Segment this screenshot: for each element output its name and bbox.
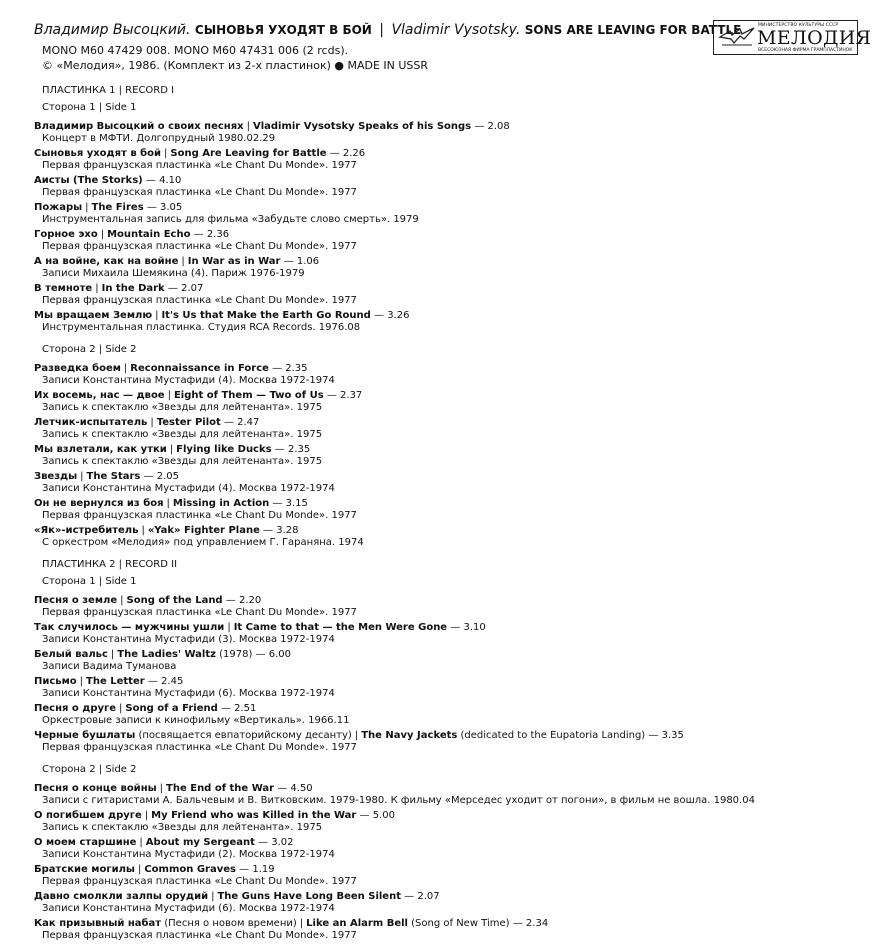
logo-top-line: МИНИСТЕРСТВО КУЛЬТУРЫ СССР bbox=[758, 23, 839, 28]
track-title-en: Mountain Echo bbox=[107, 229, 191, 240]
track-duration: 2.37 bbox=[340, 390, 363, 401]
title-separator: | bbox=[167, 390, 171, 401]
track-note: Концерт в МФТИ. Долгопрудный 1980.02.29 bbox=[42, 132, 276, 144]
title-separator: | bbox=[144, 810, 149, 821]
track-title-line bbox=[34, 444, 881, 456]
dash: — bbox=[471, 121, 488, 132]
track-item bbox=[0, 525, 881, 548]
track-title-en: Tester Pilot bbox=[156, 417, 221, 428]
dash: — bbox=[143, 202, 161, 213]
track-title-ru-extra: (Песня о новом времени) bbox=[161, 918, 297, 929]
track-item bbox=[0, 864, 881, 887]
track-title-line bbox=[34, 622, 881, 634]
track-title-ru: «Як»-истребитель bbox=[34, 525, 139, 536]
track-duration: 3.15 bbox=[285, 498, 308, 509]
track-duration: 2.26 bbox=[342, 148, 366, 159]
title-separator: | bbox=[169, 444, 174, 455]
track-item bbox=[0, 622, 881, 645]
track-title-en: The Navy Jackets bbox=[361, 730, 458, 741]
title-separator: | bbox=[159, 783, 164, 794]
track-note: Оркестровые записи к кинофильму «Вертикаль». 1966.11 bbox=[42, 714, 350, 726]
title-separator: | bbox=[227, 622, 231, 633]
track-title-line bbox=[34, 730, 881, 742]
title-separator: | bbox=[95, 283, 99, 294]
dash: — bbox=[356, 810, 373, 821]
track-note: Записи Константина Мустафиди (6). Москва 1972-1974 bbox=[42, 687, 335, 699]
title-en: SONS ARE LEAVING FOR BATTLE bbox=[524, 23, 742, 37]
dash: — bbox=[190, 229, 207, 240]
track-item bbox=[0, 891, 881, 914]
track-title-en: The Stars bbox=[86, 471, 141, 482]
track-note: Записи Константина Мустафиди (4). Москва 1972-1974 bbox=[42, 374, 335, 386]
track-title-line bbox=[34, 256, 881, 268]
track-item bbox=[0, 649, 881, 672]
track-title-ru: Белый вальс bbox=[34, 649, 108, 660]
track-note: Первая французская пластинка «Le Chant Du Monde». 1977 bbox=[42, 875, 357, 887]
track-title-ru: Летчик-испытатель bbox=[34, 417, 148, 428]
track-note: Первая французская пластинка «Le Chant Du Monde». 1977 bbox=[42, 741, 357, 753]
dash: — bbox=[280, 256, 297, 267]
tracklist bbox=[0, 84, 881, 951]
track-title-ru: Мы взлетали, как утки bbox=[34, 444, 167, 455]
track-note: С оркестром «Мелодия» под управлением Г. Гараняна. 1974 bbox=[42, 536, 364, 548]
track-note: Запись к спектаклю «Звезды для лейтенанта». 1975 bbox=[42, 455, 323, 467]
track-title-ru: Как призывный набат bbox=[34, 918, 162, 929]
track-note: Первая французская пластинка «Le Chant Du Monde». 1977 bbox=[42, 294, 357, 306]
track-item bbox=[0, 175, 881, 198]
track-title-en: About my Sergeant bbox=[145, 837, 255, 848]
track-duration: 2.47 bbox=[237, 417, 260, 428]
track-item bbox=[0, 310, 881, 333]
title-separator: | bbox=[354, 730, 359, 741]
track-title-ru: Песня о друге bbox=[34, 703, 117, 714]
melodiya-logo bbox=[713, 20, 872, 55]
dash: — bbox=[509, 918, 526, 929]
dash: — bbox=[269, 498, 286, 509]
track-title-ru: Их восемь, нас — двое bbox=[34, 390, 165, 401]
track-duration: 2.20 bbox=[238, 595, 262, 606]
track-note: Записи Константина Мустафиди (4). Москва 1972-1974 bbox=[42, 482, 335, 494]
track-note: Инструментальная пластинка. Студия RCA Records. 1976.08 bbox=[42, 321, 361, 333]
track-title-line bbox=[34, 525, 881, 537]
track-title-line bbox=[34, 363, 881, 375]
track-title-line bbox=[34, 498, 881, 510]
track-note: Записи Вадима Туманова bbox=[42, 660, 177, 672]
track-title-line bbox=[34, 283, 881, 295]
title-separator: | bbox=[155, 310, 159, 321]
track-title-line bbox=[34, 783, 881, 795]
track-title-en: Eight of Them — Two of Us bbox=[173, 390, 324, 401]
track-item bbox=[0, 676, 881, 699]
track-title-line bbox=[34, 703, 881, 715]
track-title-ru: Сыновья уходят в бой bbox=[34, 148, 161, 159]
side-heading: Сторона 2 | Side 2 bbox=[42, 764, 137, 775]
title-separator: | bbox=[137, 864, 142, 875]
track-title-en: Song of a Friend bbox=[125, 703, 218, 714]
track-title-en: Missing in Action bbox=[172, 498, 270, 509]
dash: — bbox=[271, 444, 288, 455]
track-duration: 1.06 bbox=[296, 256, 320, 267]
logo-name: МЕЛОДИЯ bbox=[757, 27, 872, 49]
track-title-line bbox=[34, 891, 881, 903]
dash: — bbox=[164, 283, 182, 294]
dash: — bbox=[254, 837, 272, 848]
track-item bbox=[0, 595, 881, 618]
track-duration: 3.35 bbox=[661, 730, 684, 741]
track-title-en: In the Dark bbox=[101, 283, 165, 294]
track-duration: 2.08 bbox=[487, 121, 510, 132]
track-note: Записи Константина Мустафиди (2). Москва 1972-1974 bbox=[42, 848, 335, 860]
title-separator: | bbox=[85, 202, 89, 213]
track-title-line bbox=[34, 417, 881, 429]
track-title-ru: В темноте bbox=[34, 283, 93, 294]
track-note: Первая французская пластинка «Le Chant Du Monde». 1977 bbox=[42, 240, 357, 252]
dash: — bbox=[217, 703, 235, 714]
track-title-ru: Песня о земле bbox=[34, 595, 118, 606]
title-separator: | bbox=[139, 837, 143, 848]
track-title-en: Like an Alarm Bell bbox=[306, 918, 408, 929]
track-title-line bbox=[34, 471, 881, 483]
dash: — bbox=[222, 595, 239, 606]
artist-en: Vladimir Vysotsky. bbox=[391, 22, 521, 38]
track-title-ru: Пожары bbox=[34, 202, 83, 213]
track-title-line bbox=[34, 864, 881, 876]
track-title-en: Common Graves bbox=[144, 864, 236, 875]
track-title-en-extra: (Song of New Time) bbox=[407, 918, 510, 929]
track-title-en: Song of the Land bbox=[126, 595, 223, 606]
side-heading: Сторона 1 | Side 1 bbox=[42, 102, 137, 113]
track-title-ru: Он не вернулся из боя bbox=[34, 498, 164, 509]
title-separator: | bbox=[120, 595, 124, 606]
dash: — bbox=[447, 622, 464, 633]
track-item bbox=[0, 471, 881, 494]
track-duration: 2.05 bbox=[156, 471, 179, 482]
track-note: Запись к спектаклю «Звезды для лейтенанта». 1975 bbox=[42, 821, 323, 833]
track-title-en: It Came to that — the Men Were Gone bbox=[233, 622, 448, 633]
catalog-info bbox=[42, 43, 428, 73]
track-title-en-extra: (dedicated to the Eupatoria Landing) bbox=[457, 730, 646, 741]
track-title-line bbox=[34, 390, 881, 402]
track-title-ru: Мы вращаем Землю bbox=[34, 310, 153, 321]
track-duration: 4.50 bbox=[290, 783, 313, 794]
track-title-en: The Ladies' Waltz bbox=[117, 649, 216, 660]
track-duration: 3.02 bbox=[271, 837, 294, 848]
track-item bbox=[0, 783, 881, 806]
page-title bbox=[34, 20, 742, 40]
title-separator: | bbox=[100, 229, 105, 240]
track-duration: 2.35 bbox=[285, 363, 308, 374]
dash: — bbox=[259, 525, 277, 536]
track-title-ru: Песня о конце войны bbox=[34, 783, 157, 794]
track-duration: 5.00 bbox=[372, 810, 395, 821]
track-item bbox=[0, 918, 881, 941]
track-title-ru: Братские могилы bbox=[34, 864, 135, 875]
track-duration: 3.28 bbox=[276, 525, 299, 536]
track-item bbox=[0, 202, 881, 225]
track-duration: 2.45 bbox=[161, 676, 184, 687]
track-title-ru: Владимир Высоцкий о своих песнях bbox=[34, 121, 244, 132]
title-separator: | bbox=[246, 121, 250, 132]
track-title-line bbox=[34, 595, 881, 607]
catalog-numbers: MONO М60 47429 008. MONO M60 47431 006 (2 rcds). bbox=[42, 44, 349, 57]
track-title-en: The End of the War bbox=[166, 783, 275, 794]
track-title-en-extra: (1978) bbox=[215, 649, 253, 660]
track-title-ru: Звезды bbox=[34, 471, 78, 482]
track-item bbox=[0, 810, 881, 833]
copyright-line: © «Мелодия», 1986. (Комплект из 2-х пластинок) ● MADE IN USSR bbox=[42, 59, 429, 72]
dash: — bbox=[220, 417, 238, 428]
track-title-en: Flying like Ducks bbox=[176, 444, 272, 455]
track-item bbox=[0, 229, 881, 252]
title-separator: | bbox=[181, 256, 185, 267]
track-title-en: «Yak» Fighter Plane bbox=[147, 525, 260, 536]
track-title-ru: О моем старшине bbox=[34, 837, 137, 848]
title-separator: | bbox=[79, 676, 84, 687]
track-duration: 2.07 bbox=[181, 283, 204, 294]
track-title-en: The Letter bbox=[86, 676, 145, 687]
track-duration: 2.34 bbox=[525, 918, 549, 929]
track-title-en: It's Us that Make the Earth Go Round bbox=[161, 310, 371, 321]
track-title-line bbox=[34, 649, 881, 661]
track-duration: 2.35 bbox=[287, 444, 311, 455]
title-separator: | bbox=[141, 525, 145, 536]
track-title-line bbox=[34, 837, 881, 849]
track-title-line bbox=[34, 229, 881, 241]
track-note: Записи Константина Мустафиди (6). Москва 1972-1974 bbox=[42, 902, 335, 914]
title-separator: | bbox=[211, 891, 215, 902]
track-title-ru-extra: (посвящается евпаторийскому десанту) bbox=[135, 730, 352, 741]
title-separator: | bbox=[164, 148, 168, 159]
track-title-ru: Разведка боем bbox=[34, 363, 121, 374]
track-title-line bbox=[34, 121, 881, 133]
side-heading: Сторона 1 | Side 1 bbox=[42, 576, 137, 587]
track-note: Записи с гитаристами А. Бальчевым и В. Витковским. 1979-1980. К фильму «Мерседес уходит от погони», в фильм не вошла. 1980.04 bbox=[42, 794, 755, 806]
title-separator: | bbox=[80, 471, 84, 482]
track-title-line bbox=[34, 310, 881, 322]
track-item bbox=[0, 121, 881, 144]
track-duration: 4.10 bbox=[159, 175, 182, 186]
track-duration: 2.36 bbox=[206, 229, 230, 240]
track-item bbox=[0, 390, 881, 413]
dash: — bbox=[142, 175, 160, 186]
dash: — bbox=[268, 363, 286, 374]
track-title-en: In War as in War bbox=[187, 256, 281, 267]
title-separator: | bbox=[379, 22, 384, 38]
dash: — bbox=[274, 783, 291, 794]
dash: — bbox=[326, 148, 343, 159]
track-title-ru: Так случилось — мужчины ушли bbox=[34, 622, 225, 633]
track-duration: 6.00 bbox=[268, 649, 291, 660]
track-note: Инструментальная запись для фильма «Забудьте слово смерть». 1979 bbox=[42, 213, 419, 225]
track-title-line bbox=[34, 175, 881, 187]
title-separator: | bbox=[299, 918, 304, 929]
title-separator: | bbox=[166, 498, 170, 509]
track-title-line bbox=[34, 810, 881, 822]
track-item bbox=[0, 730, 881, 753]
track-title-line bbox=[34, 148, 881, 160]
track-item bbox=[0, 703, 881, 726]
track-duration: 3.10 bbox=[463, 622, 486, 633]
track-title-ru: Черные бушлаты bbox=[34, 730, 136, 741]
dash: — bbox=[140, 471, 157, 482]
track-note: Записи Михаила Шемякина (4). Париж 1976-1979 bbox=[42, 267, 305, 279]
track-duration: 3.26 bbox=[387, 310, 410, 321]
track-title-ru: Давно смолкли залпы орудий bbox=[34, 891, 209, 902]
track-title-ru: А на войне, как на войне bbox=[34, 256, 179, 267]
title-separator: | bbox=[123, 363, 128, 374]
title-separator: | bbox=[119, 703, 123, 714]
dash: — bbox=[370, 310, 388, 321]
track-title-en: Reconnaissance in Force bbox=[130, 363, 269, 374]
title-separator: | bbox=[110, 649, 115, 660]
track-title-ru: Письмо bbox=[34, 676, 77, 687]
track-item bbox=[0, 417, 881, 440]
track-item bbox=[0, 363, 881, 386]
dash: — bbox=[236, 864, 253, 875]
track-duration: 3.05 bbox=[160, 202, 183, 213]
spacer bbox=[0, 945, 881, 951]
track-title-ru: О погибшем друге bbox=[34, 810, 142, 821]
track-duration: 2.07 bbox=[417, 891, 440, 902]
logo-bottom-line: ВСЕСОЮЗНАЯ ФИРМА ГРАМПЛАСТИНОК bbox=[758, 48, 853, 53]
dash: — bbox=[252, 649, 269, 660]
dash: — bbox=[400, 891, 418, 902]
track-title-en: The Fires bbox=[91, 202, 144, 213]
track-title-en: My Friend who was Killed in the War bbox=[151, 810, 357, 821]
track-duration: 1.19 bbox=[252, 864, 275, 875]
track-title-line bbox=[34, 676, 881, 688]
track-title-line bbox=[34, 918, 881, 930]
track-title-en: The Guns Have Long Been Silent bbox=[217, 891, 401, 902]
side-heading: Сторона 2 | Side 2 bbox=[42, 344, 137, 355]
track-note: Первая французская пластинка «Le Chant Du Monde». 1977 bbox=[42, 509, 357, 521]
track-title-en: Song Are Leaving for Battle bbox=[170, 148, 327, 159]
melodiya-emblem-icon bbox=[718, 25, 756, 49]
track-note: Первая французская пластинка «Le Chant Du Monde». 1977 bbox=[42, 606, 357, 618]
track-note: Запись к спектаклю «Звезды для лейтенанта». 1975 bbox=[42, 401, 323, 413]
track-item bbox=[0, 256, 881, 279]
track-item bbox=[0, 283, 881, 306]
track-item bbox=[0, 148, 881, 171]
title-ru: СЫНОВЬЯ УХОДЯТ В БОЙ bbox=[194, 23, 372, 37]
track-title-ru: Горное эхо bbox=[34, 229, 98, 240]
track-note: Первая французская пластинка «Le Chant Du Monde». 1977 bbox=[42, 929, 357, 941]
record-heading: ПЛАСТИНКА 1 | RECORD I bbox=[42, 85, 175, 96]
track-note: Запись к спектаклю «Звезды для лейтенанта». 1975 bbox=[42, 428, 323, 440]
track-duration: 2.51 bbox=[234, 703, 257, 714]
track-title-line bbox=[34, 202, 881, 214]
track-note: Первая французская пластинка «Le Chant Du Monde». 1977 bbox=[42, 159, 357, 171]
track-item bbox=[0, 498, 881, 521]
dash: — bbox=[323, 390, 341, 401]
track-title-en: Vladimir Vysotsky Speaks of his Songs bbox=[252, 121, 472, 132]
dash: — bbox=[144, 676, 162, 687]
track-title-ru: Аисты (The Storks) bbox=[34, 175, 143, 186]
record-heading: ПЛАСТИНКА 2 | RECORD II bbox=[42, 559, 178, 570]
dash: — bbox=[645, 730, 662, 741]
track-note: Первая французская пластинка «Le Chant Du Monde». 1977 bbox=[42, 186, 357, 198]
track-item bbox=[0, 837, 881, 860]
track-item bbox=[0, 444, 881, 467]
track-note: Записи Константина Мустафиди (3). Москва 1972-1974 bbox=[42, 633, 335, 645]
title-separator: | bbox=[150, 417, 154, 428]
artist-ru: Владимир Высоцкий. bbox=[34, 22, 191, 38]
